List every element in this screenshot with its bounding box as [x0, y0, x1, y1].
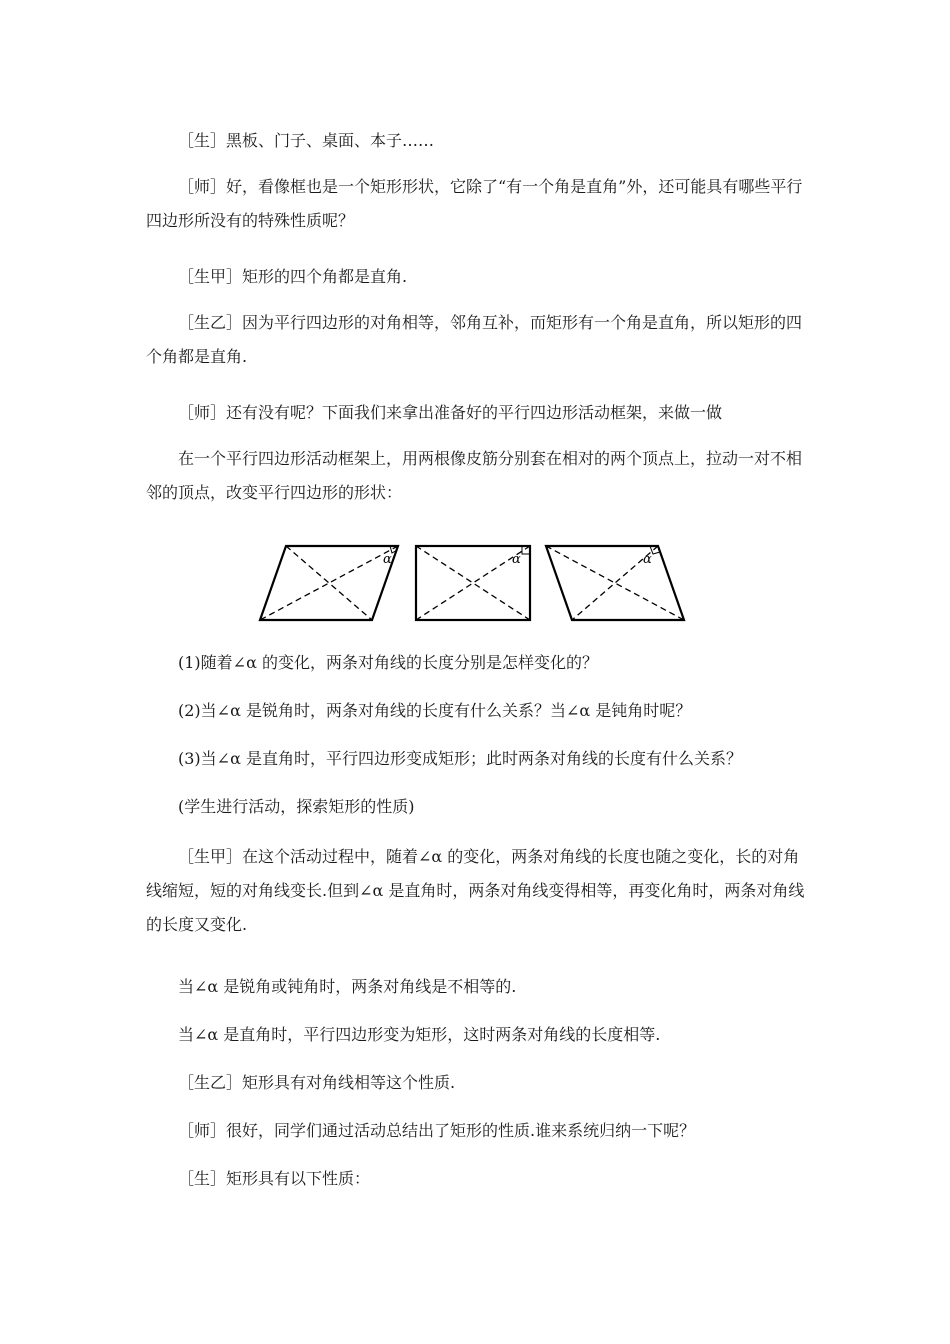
rectangle-right-angle [416, 546, 530, 620]
paragraph-acute-obtuse: 当∠α 是锐角或钝角时，两条对角线是不相等的. [178, 977, 517, 996]
angle-label-3: α [643, 552, 652, 567]
activity-note: (学生进行活动，探索矩形的性质) [178, 797, 415, 816]
paragraph-student-a: ［生甲］矩形的四个角都是直角. [178, 267, 408, 286]
paragraph-student-answer: ［生］黑板、门子、桌面、本子…… [178, 131, 435, 150]
angle-label-1: α [383, 552, 392, 567]
paragraph-student-a-observation: ［生甲］在这个活动过程中，随着∠α 的变化，两条对角线的长度也随之变化，长的对角线缩短，短的对角线变长.但到∠α 是直角时，两条对角线变得相等，再变化角时，两条对角线的长度又变化. [146, 847, 805, 934]
paragraph-student-b-property: ［生乙］矩形具有对角线相等这个性质. [178, 1073, 456, 1092]
question-2: (2)当∠α 是锐角时，两条对角线的长度有什么关系？当∠α 是钝角时呢？ [178, 701, 692, 720]
paragraph-activity-instructions: 在一个平行四边形活动框架上，用两根像皮筋分别套在相对的两个顶点上，拉动一对不相邻的顶点，改变平行四边形的形状： [146, 449, 803, 502]
paragraph-teacher-question: ［师］好，看像框也是一个矩形形状，它除了“有一个角是直角”外，还可能具有哪些平行四边形所没有的特殊性质呢？ [146, 177, 803, 230]
paragraph-student-properties: ［生］矩形具有以下性质： [178, 1169, 371, 1188]
paragraph-right-angle: 当∠α 是直角时，平行四边形变为矩形，这时两条对角线的长度相等. [178, 1025, 661, 1044]
parallelogram-obtuse [546, 546, 684, 620]
paragraph-teacher-activity: ［师］还有没有呢？下面我们来拿出准备好的平行四边形活动框架，来做一做 [178, 403, 723, 422]
question-1: (1)随着∠α 的变化，两条对角线的长度分别是怎样变化的？ [178, 653, 598, 672]
parallelogram-acute [260, 546, 398, 620]
angle-label-2: α [512, 552, 521, 567]
paragraph-student-b: ［生乙］因为平行四边形的对角相等，邻角互补，而矩形有一个角是直角，所以矩形的四个角都是直角. [146, 313, 803, 366]
question-3: (3)当∠α 是直角时，平行四边形变成矩形；此时两条对角线的长度有什么关系？ [178, 749, 742, 768]
paragraph-teacher-summary: ［师］很好，同学们通过活动总结出了矩形的性质.谁来系统归纳一下呢？ [178, 1121, 696, 1140]
parallelogram-figure [256, 540, 696, 628]
